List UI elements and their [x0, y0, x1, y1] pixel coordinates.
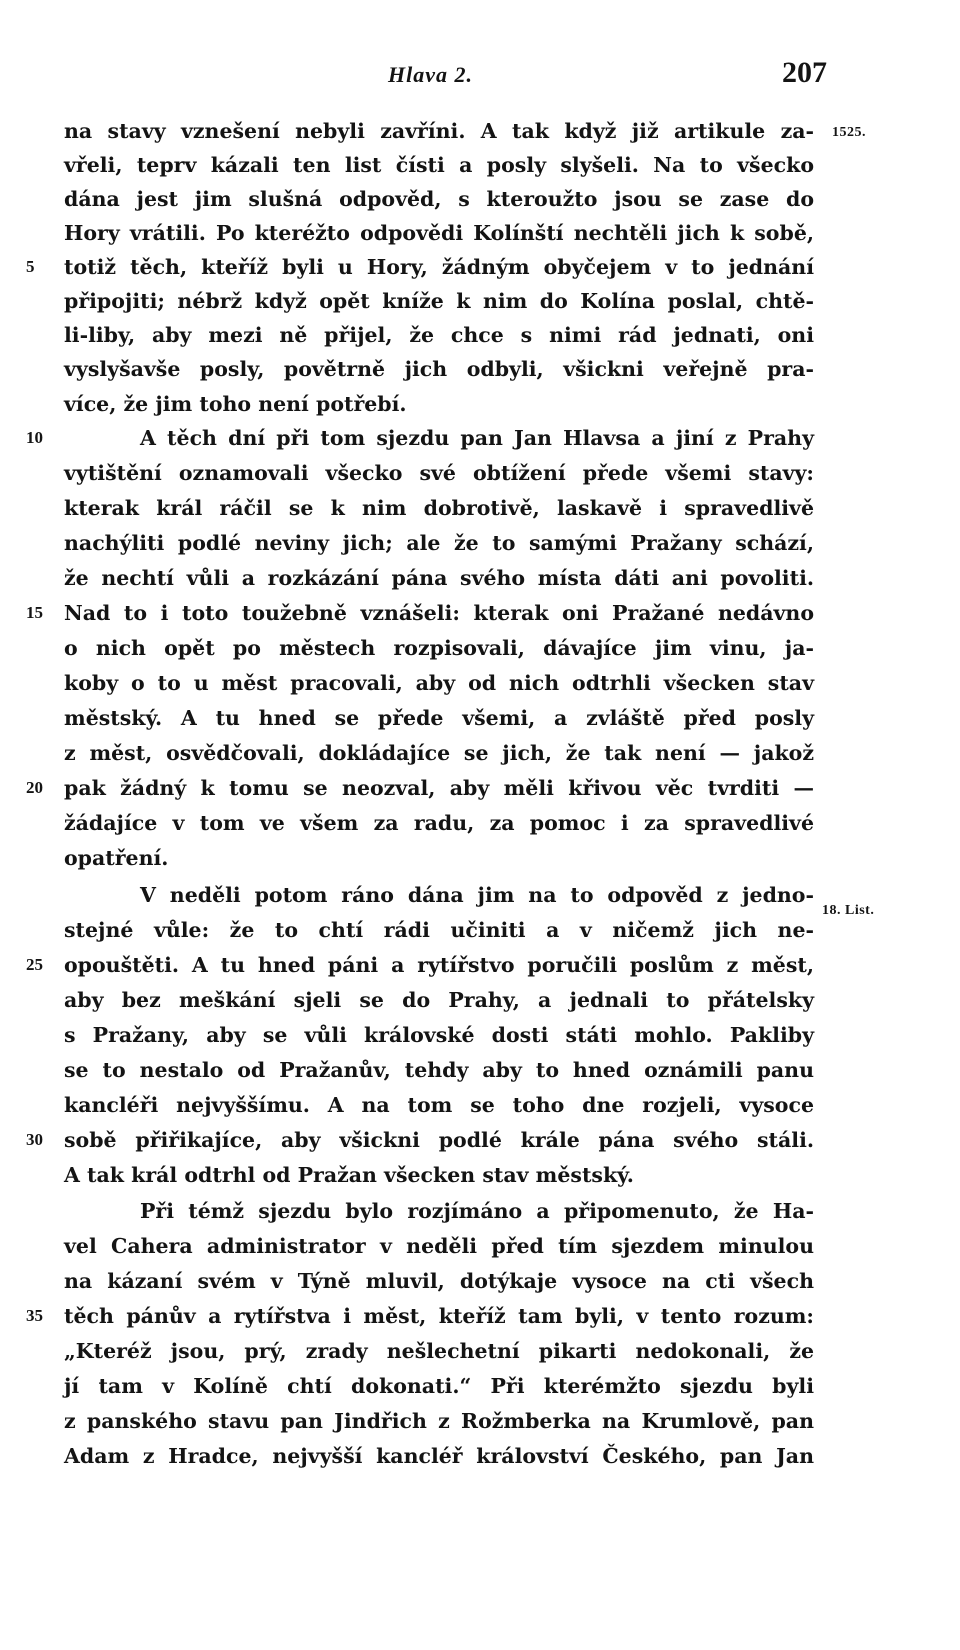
text-line: stejné vůle: že to chtí rádi učiniti a v ničemž jich ne- — [64, 918, 814, 942]
text-line: že nechtí vůli a rozkázání pána svého místa dáti ani povoliti. — [64, 566, 814, 590]
text-line: „Kteréž jsou, prý, zrady nešlechetní pikarti nedokonali, že — [64, 1339, 814, 1363]
line-number: 25 — [26, 955, 43, 974]
text-line: sobě přiřikajíce, aby všickni podlé krále pána svého stáli. — [64, 1128, 814, 1152]
text-line: opouštěti. A tu hned páni a rytířstvo poručili poslům z měst, — [64, 953, 814, 977]
text-line: více, že jim toho není potřebí. — [64, 392, 407, 416]
text-line: Při témž sjezdu bylo rozjímáno a připomenuto, že Ha- — [140, 1199, 814, 1223]
text-line: nachýliti podlé neviny jich; ale že to samými Pražany schází, — [64, 531, 814, 555]
text-line: dána jest jim slušná odpověd, s kteroužto jsou se zase do — [64, 187, 814, 211]
text-line: pak žádný k tomu se neozval, aby měli křivou věc tvrditi — — [64, 776, 814, 800]
text-line: kancléři nejvyššímu. A na tom se toho dne rozjeli, vysoce — [64, 1093, 814, 1117]
text-line: li-liby, aby mezi ně přijel, že chce s nimi rád jednati, oni — [64, 323, 814, 347]
text-line: z měst, osvědčovali, dokládajíce se jich, že tak není — jakož — [64, 741, 814, 765]
text-line: V neděli potom ráno dána jim na to odpověd z jedno- — [140, 883, 814, 907]
line-number: 5 — [26, 257, 35, 276]
text-line: se to nestalo od Pražanův, tehdy aby to hned oznámili panu — [64, 1058, 814, 1082]
text-line: Hory vrátili. Po kteréžto odpovědi Kolínští nechtěli jich k sobě, — [64, 221, 814, 245]
text-line: jí tam v Kolíně chtí dokonati.“ Při kterémžto sjezdu byli — [64, 1374, 814, 1398]
text-line: A tak král odtrhl od Pražan všecken stav městský. — [64, 1163, 634, 1187]
line-number: 30 — [26, 1130, 43, 1149]
text-line: Adam z Hradce, nejvyšší kancléř království Českého, pan Jan — [64, 1444, 814, 1468]
text-line: koby o to u měst pracovali, aby od nich odtrhli všecken stav — [64, 671, 814, 695]
text-line: vel Cahera administrator v neděli před tím sjezdem minulou — [64, 1234, 814, 1258]
text-line: žádajíce v tom ve všem za radu, za pomoc i za spravedlivé — [64, 811, 814, 835]
line-number: 35 — [26, 1306, 43, 1325]
text-line: vytištění oznamovali všecko své obtížení přede všemi stavy: — [64, 461, 814, 485]
chapter-heading: Hlava 2. — [388, 62, 473, 87]
text-line: A těch dní při tom sjezdu pan Jan Hlavsa a jiní z Prahy — [140, 426, 814, 450]
text-line: připojiti; nébrž když opět kníže k nim do Kolína poslal, chtě- — [64, 289, 814, 313]
text-line: Nad to i toto toužebně vznášeli: kterak oni Pražané nedávno — [64, 601, 814, 625]
text-line: s Pražany, aby se vůli královské dosti státi mohlo. Pakliby — [64, 1023, 814, 1047]
text-line: vřeli, teprv kázali ten list čísti a posly slyšeli. Na to všecko — [64, 153, 814, 177]
line-number: 20 — [26, 778, 43, 797]
text-line: aby bez meškání sjeli se do Prahy, a jednali to přátelsky — [64, 988, 814, 1012]
text-line: na kázaní svém v Týně mluvil, dotýkaje vysoce na cti všech — [64, 1269, 814, 1293]
text-line: opatření. — [64, 846, 169, 870]
text-line: z panského stavu pan Jindřich z Rožmberka na Krumlově, pan — [64, 1409, 814, 1433]
margin-note-year: 1525. — [832, 125, 866, 140]
margin-note-date: 18. List. — [822, 903, 875, 918]
text-line: městský. A tu hned se přede všemi, a zvláště před posly — [64, 706, 814, 730]
text-line: o nich opět po městech rozpisovali, dávajíce jim vinu, ja- — [64, 636, 814, 660]
text-line: těch pánův a rytířstva i měst, kteříž tam byli, v tento rozum: — [64, 1304, 814, 1328]
text-line: na stavy vznešení nebyli zavříni. A tak když již artikule za- — [64, 119, 814, 143]
text-line: kterak král ráčil se k nim dobrotivě, laskavě i spravedlivě — [64, 496, 814, 520]
text-line: vyslyšavše posly, povětrně jich odbyli, všickni veřejně pra- — [64, 357, 814, 381]
text-line: totiž těch, kteříž byli u Hory, žádným obyčejem v to jednání — [64, 255, 814, 279]
line-number: 10 — [26, 428, 43, 447]
page-number: 207 — [782, 56, 827, 89]
line-number: 15 — [26, 603, 43, 622]
